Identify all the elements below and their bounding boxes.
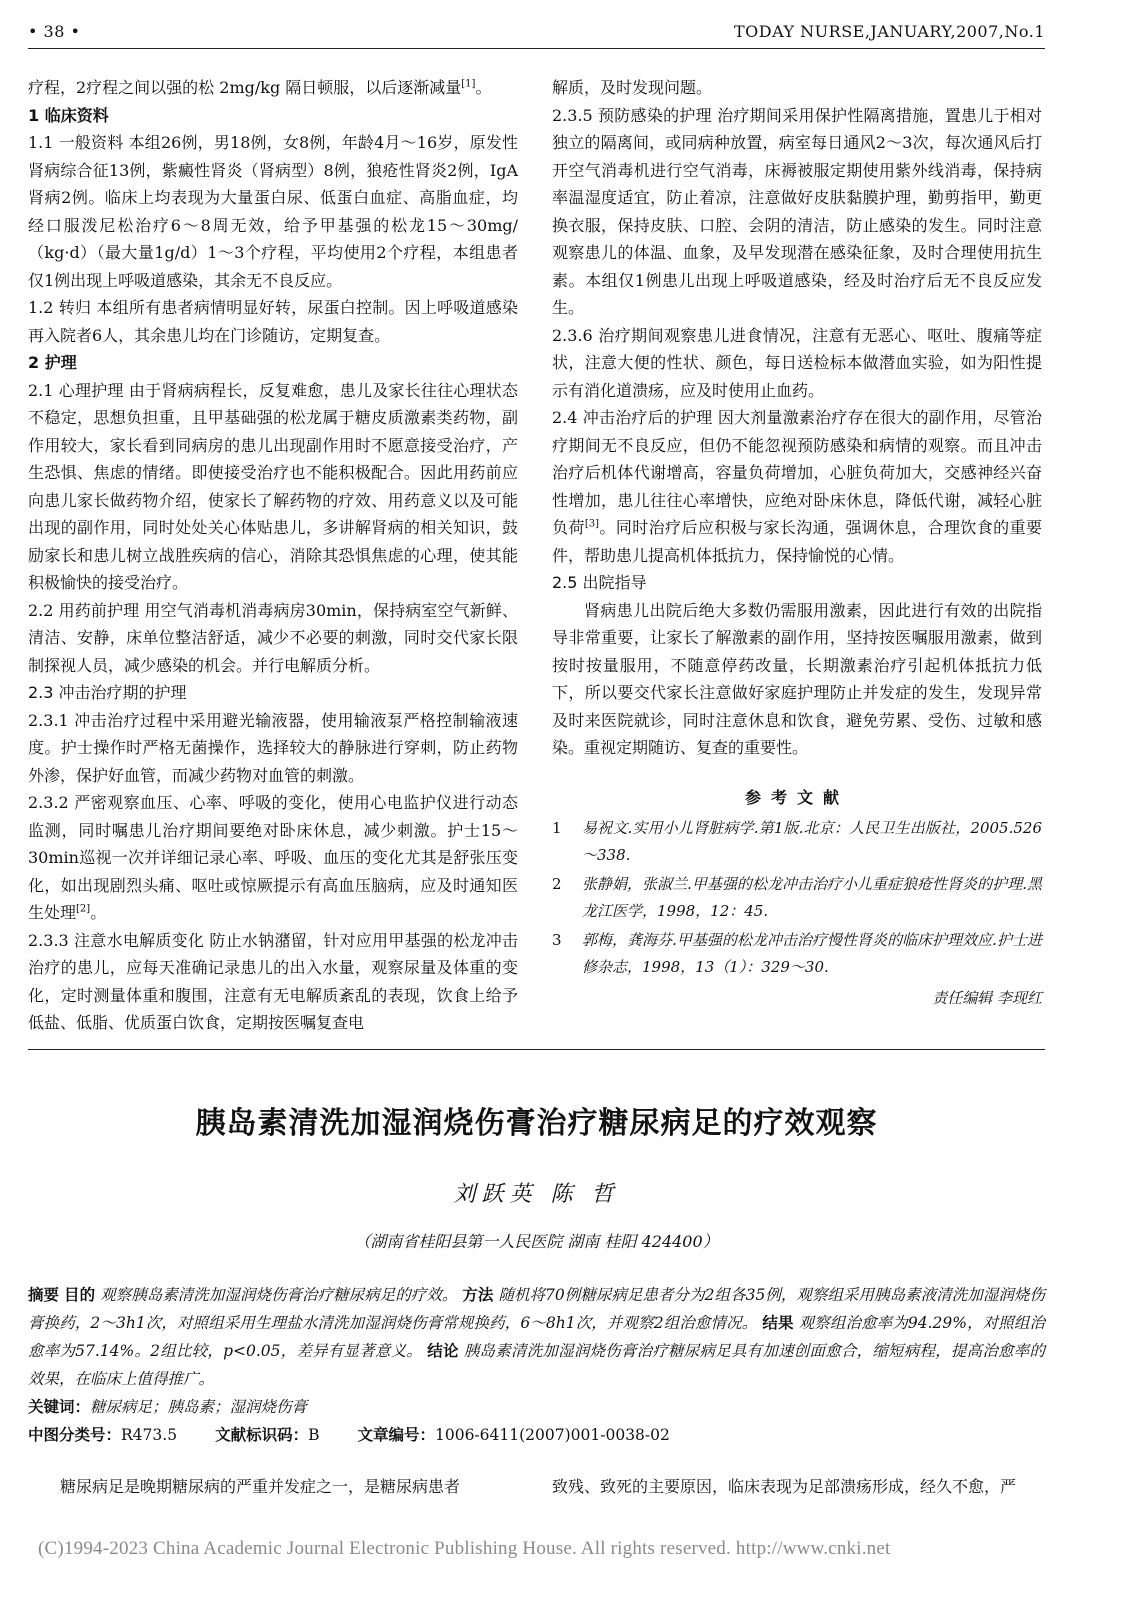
reference-item: 1 易祝文.实用小儿肾脏病学.第1版.北京：人民卫生出版社，2005.526～338. (552, 819, 1042, 864)
citation: [3] (584, 518, 599, 530)
keywords: 关键词：糖尿病足；胰岛素；湿润烧伤膏 (28, 1398, 308, 1416)
article-affiliation: （湖南省桂阳县第一人民医院 湖南 桂阳 424400） (354, 1232, 719, 1251)
paragraph: 2.3.2 严密观察血压、心率、呼吸的变化，使用心电监护仪进行动态监测，同时嘱患儿治疗期间要绝对卧床休息，减少刺激。护士15～30min巡视一次并详细记录心率、呼吸、血压的变化尤其是舒张压变化，如出现剧烈头痛、呕吐或惊厥提示有高血压脑病，应及时通知医生处理[2]。 (28, 793, 518, 922)
journal-header: TODAY NURSE,JANUARY,2007,No.1 (733, 22, 1045, 41)
body-text-right: 致残、致死的主要原因，临床表现为足部溃疡形成，经久不愈，严 (552, 1477, 1017, 1496)
paragraph: 1.1 一般资料 本组26例，男18例，女8例，年龄4月～16岁，原发性肾病综合征13例，紫癜性肾炎（肾病型）8例，狼疮性肾炎2例，IgA肾病2例。临床上均表现为大量蛋白尿、低蛋白血症、高脂血症，均经口服泼尼松治疗6～8周无效，给予甲基强的松龙15～30mg/（kg·d）（最大量1g/d）1～3个疗程，平均使用2个疗程，本组患者仅1例出现上呼吸道感染，其余无不良反应。 (28, 133, 518, 290)
section-heading: 1 临床资料 (28, 105, 109, 125)
article-title: 胰岛素清洗加湿润烧伤膏治疗糖尿病足的疗效观察 (195, 1106, 878, 1141)
paragraph: 2.1 心理护理 由于肾病病程长，反复难愈，患儿及家长往往心理状态不稳定，思想负担重，且甲基础强的松龙属于糖皮质激素类药物，副作用较大，家长看到同病房的患儿出现副作用时不愿意接受治疗，产生恐惧、焦虑的情绪。即使接受治疗也不能积极配合。因此用药前应向患儿家长做药物介绍，使家长了解药物的疗效、用药意义以及可能出现的副作用，同时处处关心体贴患儿，多讲解肾病的相关知识，鼓励家长和患儿树立战胜疾病的信心，消除其恐惧焦虑的心理，使其能积极愉快的接受治疗。 (28, 380, 518, 592)
paragraph: 2.3.3 注意水电解质变化 防止水钠潴留，针对应用甲基强的松龙冲击治疗的患儿，应每天准确记录患儿的出入水量，观察尿量及体重的变化，定时测量体重和腹围，注意有无电解质紊乱的表现，饮食上给予低盐、低脂、优质蛋白饮食，定期按医嘱复查电 (28, 930, 518, 1032)
right-column (552, 74, 1042, 1013)
paragraph: 2.4 冲击治疗后的护理 因大剂量激素治疗存在很大的副作用，尽管治疗期间无不良反应，但仍不能忽视预防感染和病情的观察。而且冲击治疗后机体代谢增高，容量负荷增加，心脏负荷加大，交感神经兴奋性增加，患儿往往心率增快，应绝对卧床休息，降低代谢，减轻心脏负荷[3]。同时治疗后应积极与家长沟通，强调休息，合理饮食的重要件，帮助患儿提高机体抵抗力，保持愉悦的心情。 (552, 408, 1042, 565)
paragraph: 2.3.6 治疗期间观察患儿进食情况，注意有无恶心、呕吐、腹痛等症状，注意大便的性状、颜色，每日送检标本做潜血实验，如为阳性提示有消化道溃疡，应及时使用止血药。 (552, 325, 1042, 400)
article-authors: 刘跃英 陈 哲 (453, 1182, 620, 1207)
paragraph: 肾病患儿出院后绝大多数仍需服用激素，因此进行有效的出院指导非常重要，让家长了解激素的副作用，坚持按医嘱服用激素，做到按时按量服用，不随意停药改量，长期激素治疗引起机体抵抗力低下，所以要交代家长注意做好家庭护理防止并发症的发生，发现异常及时来医院就诊，同时注意休息和饮食，避免劳累、受伤、过敏和感染。重视定期随访、复查的重要性。 (552, 600, 1042, 757)
references-heading: 参考文献 (744, 787, 849, 807)
reference-item: 3 郭梅，龚海芬.甲基强的松龙冲击治疗慢性肾炎的临床护理效应.护士进修杂志，1998，13（1）：329～30. (552, 931, 1042, 976)
classification-line: 中图分类号：R473.5 文献标识码：B 文章编号：1006-6411(2007)001-0038-02 (28, 1426, 670, 1444)
body-text-left: 糖尿病足是晚期糖尿病的严重并发症之一，是糖尿病患者 (60, 1477, 461, 1496)
section-heading: 2 护理 (28, 353, 77, 372)
paragraph: 2.3.5 预防感染的护理 治疗期间采用保护性隔离措施，置患儿于相对独立的隔离间，或同病种放置，病室每日通风2～3次，每次通风后打开空气消毒机进行空气消毒，床褥被服定期使用紫外线消毒，保持病率温湿度适宜，防止着凉，注意做好皮肤黏膜护理，勤剪指甲，勤更换衣服，保持皮肤、口腔、会阴的清洁，防止感染的发生。同时注意观察患儿的体温、血象，及早发现潜在感染征象，及时合理使用抗生素。本组仅1例患儿出现上呼吸道感染，经及时治疗后无不良反应发生。 (552, 105, 1042, 317)
abstract-text: 摘要 目的 观察胰岛素清洗加湿润烧伤膏治疗糖尿病足的疗效。 方法 随机将70例糖尿病足患者分为2组各35例，观察组采用胰岛素液清洗加湿润烧伤膏换药，2～3h1次，对照组采用生理盐水清洗加湿润烧伤膏常规换药，6～8h1次，并观察2组治愈情况。 结果 观察组治愈率为94.29%，对照组治愈率为57.14%。2组比较，p<0.05，差异有显著意义。 结论 胰岛素清洗加湿润烧伤膏治疗糖尿病足具有加速创面愈合，缩短病程，提高治愈率的效果，在临床上值得推广。 (28, 1286, 1046, 1388)
paragraph: 疗程，2疗程之间以强的松 2mg/kg 隔日顿服，以后逐渐减量[1]。 (28, 78, 492, 97)
paragraph: 解质，及时发现问题。 (552, 78, 713, 97)
header-rule (28, 48, 1045, 49)
subsection-heading: 2.3 冲击治疗期的护理 (28, 683, 187, 702)
page-number: • 38 • (28, 22, 81, 41)
paragraph: 2.2 用药前护理 用空气消毒机消毒病房30min，保持病室空气新鲜、清洁、安静，床单位整洁舒适，减少不必要的刺激，同时交代家长限制探视人员，减少感染的机会。并行电解质分析。 (28, 600, 518, 675)
copyright-footer: (C)1994-2023 China Academic Journal Electronic Publishing House. All rights reserved. http://www.cnki.net (38, 1538, 891, 1559)
citation: [2] (76, 903, 91, 915)
article-divider (28, 1049, 1045, 1050)
abstract (28, 1281, 1045, 1449)
subsection-heading: 2.5 出院指导 (552, 573, 647, 592)
reference-item: 2 张静娟，张淑兰.甲基强的松龙冲击治疗小儿重症狼疮性肾炎的护理.黑龙江医学，1998，12：45. (552, 875, 1042, 920)
paragraph: 2.3.1 冲击治疗过程中采用避光输液器，使用输液泵严格控制输液速度。护士操作时严格无菌操作，选择较大的静脉进行穿刺，防止药物外渗，保护好血管，而减少药物对血管的刺激。 (28, 710, 518, 785)
editor-credit: 责任编辑 李现红 (932, 989, 1042, 1007)
citation: [1] (461, 78, 476, 90)
paragraph: 1.2 转归 本组所有患者病情明显好转，尿蛋白控制。因上呼吸道感染再入院者6人，其余患儿均在门诊随访，定期复查。 (28, 298, 518, 345)
left-column (28, 74, 518, 1037)
